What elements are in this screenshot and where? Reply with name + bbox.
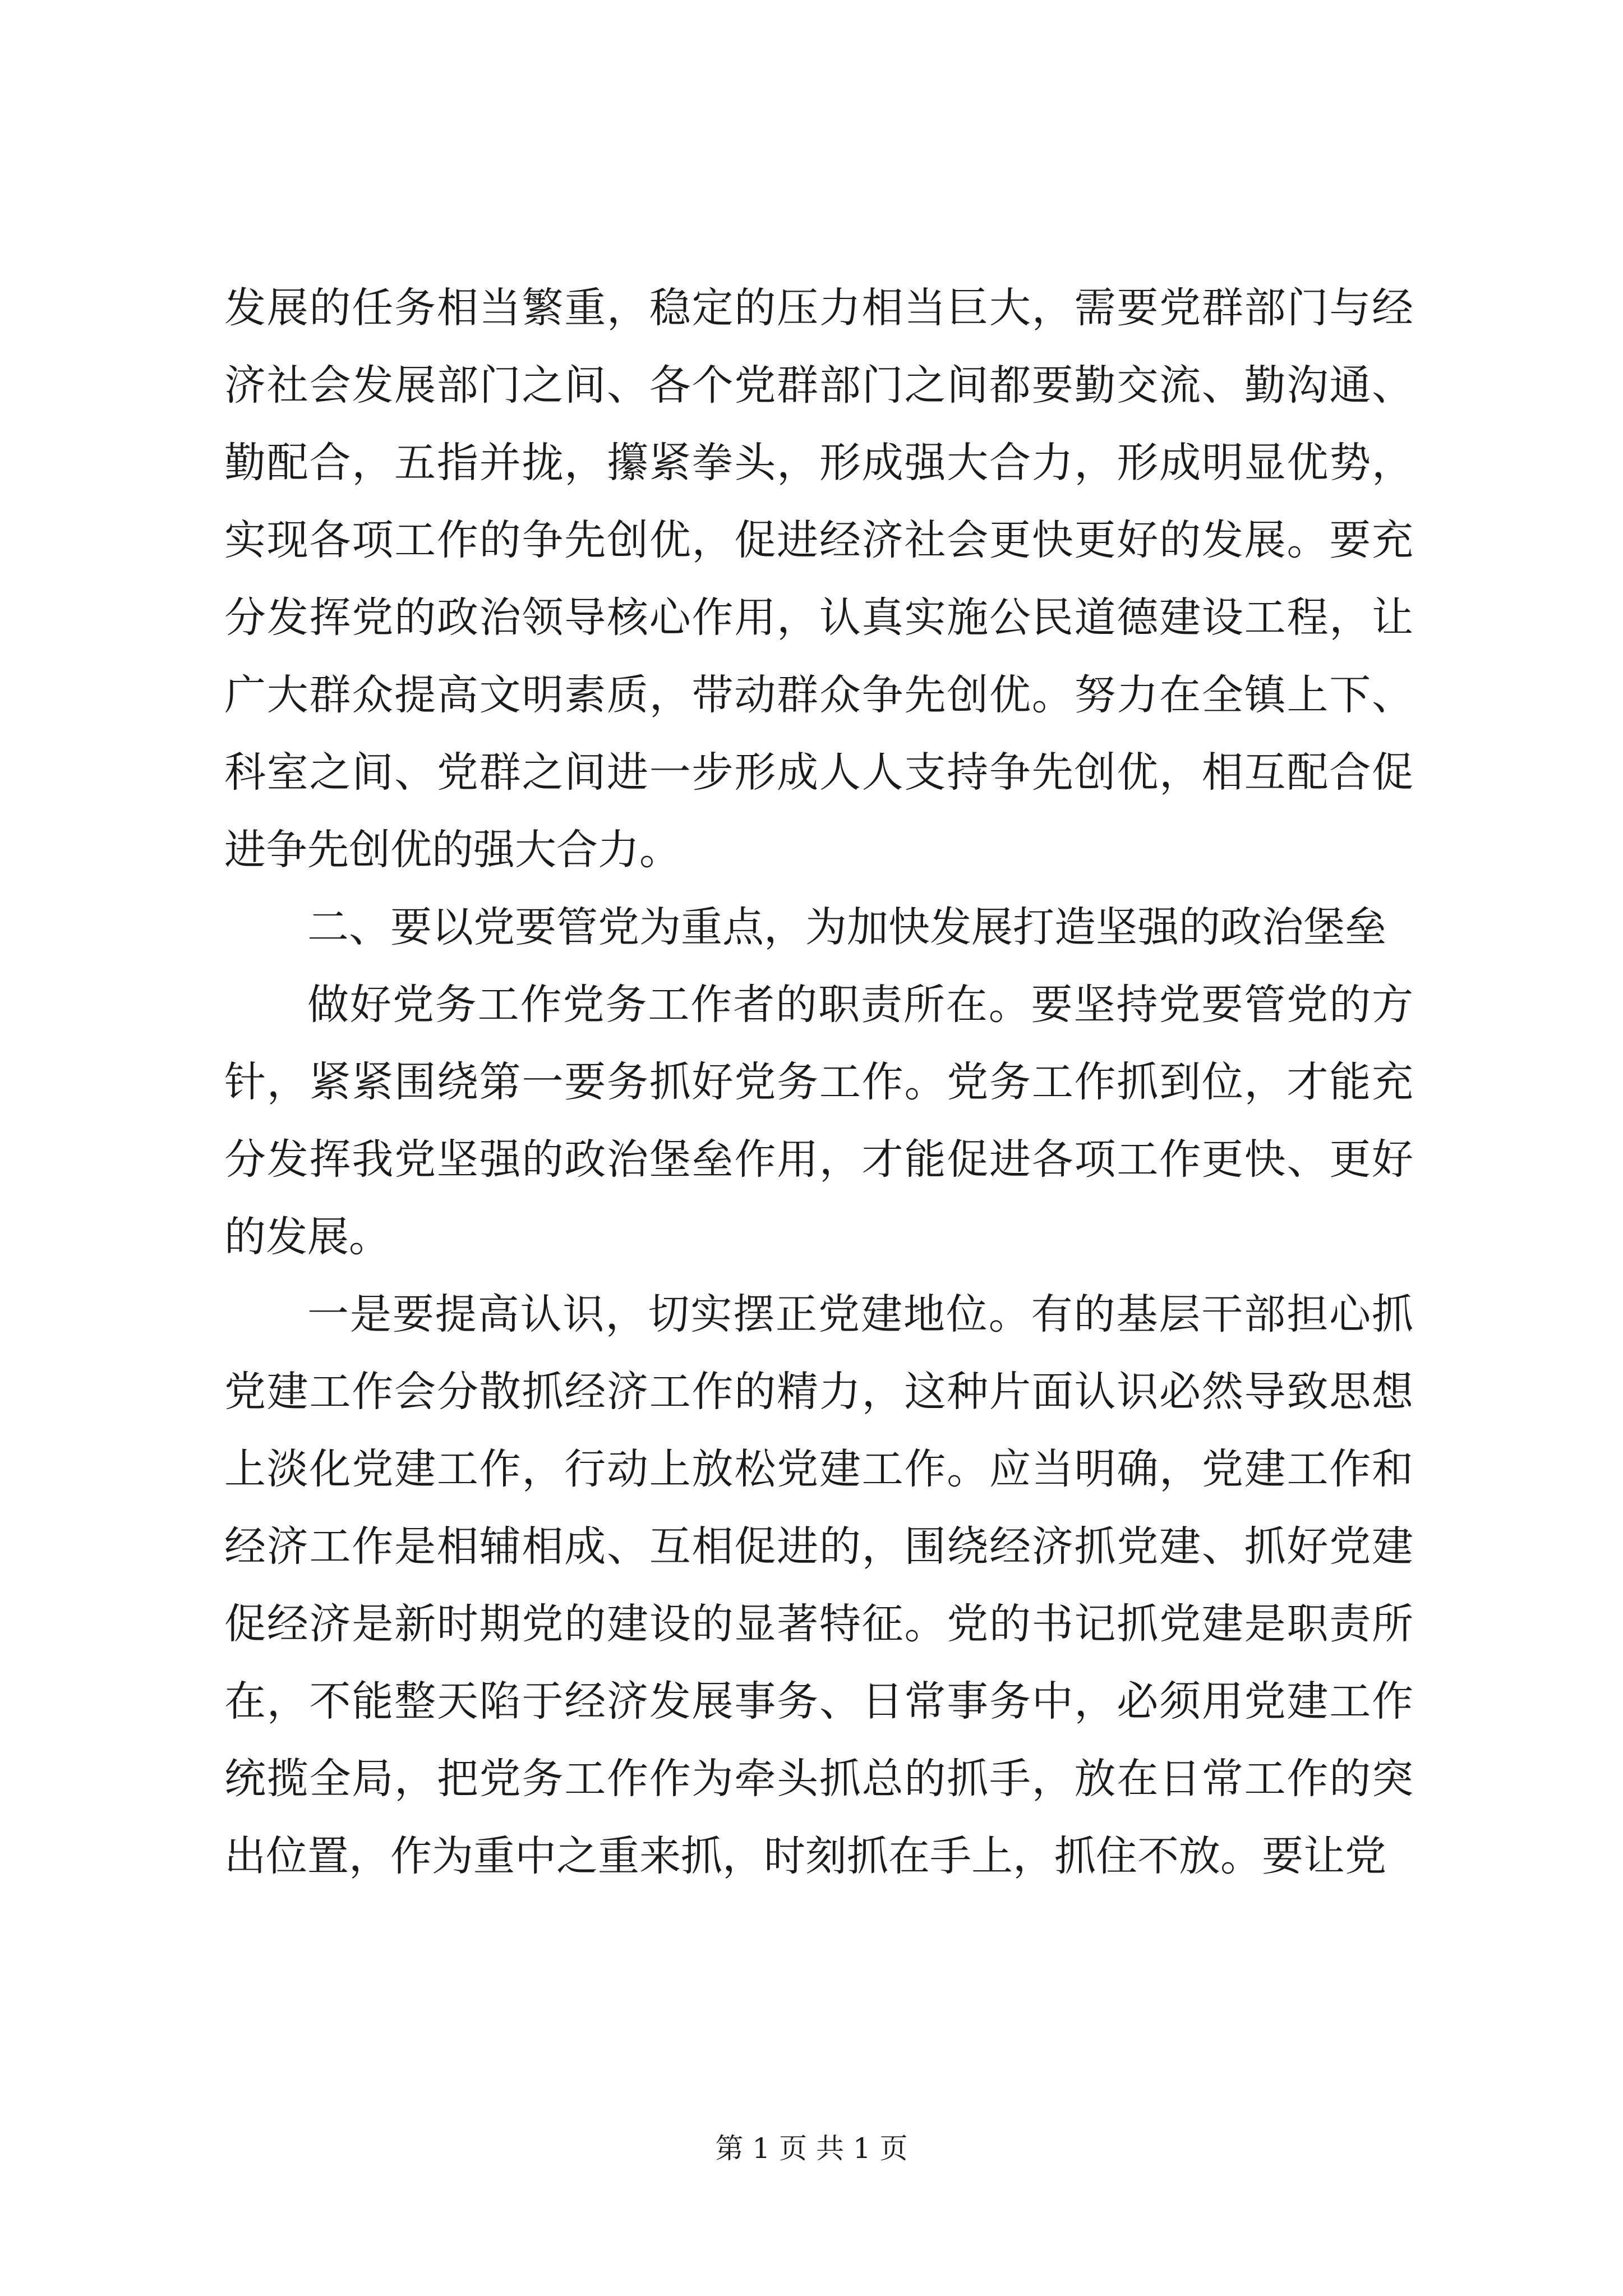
paragraph-3: 一是要提高认识，切实摆正党建地位。有的基层干部担心抓党建工作会分散抓经济工作的精力，这种片面认识必然导致思想上淡化党建工作，行动上放松党建工作。应当明确，党建工作和经济工作是相辅相成、互相促进的，围绕经济抓党建、抓好党建促经济是新时期党的建设的显著特征。党的书记抓党建是职责所在，不能整天陷于经济发展事务、日常事务中，必须用党建工作统揽全局，把党务工作作为牵头抓总的抓手，放在日常工作的突出位置，作为重中之重来抓，时刻抓在手上，抓住不放。要让党 [224, 1290, 1413, 1880]
page-footer: 第 1 页 共 1 页 [715, 2132, 908, 2165]
section-heading: 二、要以党要管党为重点，为加快发展打造坚强的政治堡垒 [307, 903, 1386, 951]
paragraph-1: 发展的任务相当繁重，稳定的压力相当巨大，需要党群部门与经济社会发展部门之间、各个党群部门之间都要勤交流、勤沟通、勤配合，五指并拢，攥紧拳头，形成强大合力，形成明显优势，实现各项工作的争先创优，促进经济社会更快更好的发展。要充分发挥党的政治领导核心作用，认真实施公民道德建设工程，让广大群众提高文明素质，带动群众争先创优。努力在全镇上下、科室之间、党群之间进一步形成人人支持争先创优，相互配合促进争先创优的强大合力。 [224, 284, 1413, 874]
paragraph-2: 做好党务工作党务工作者的职责所在。要坚持党要管党的方针，紧紧围绕第一要务抓好党务工作。党务工作抓到位，才能充分发挥我党坚强的政治堡垒作用，才能促进各项工作更快、更好的发展。 [224, 981, 1413, 1261]
document-body [224, 269, 1413, 1895]
